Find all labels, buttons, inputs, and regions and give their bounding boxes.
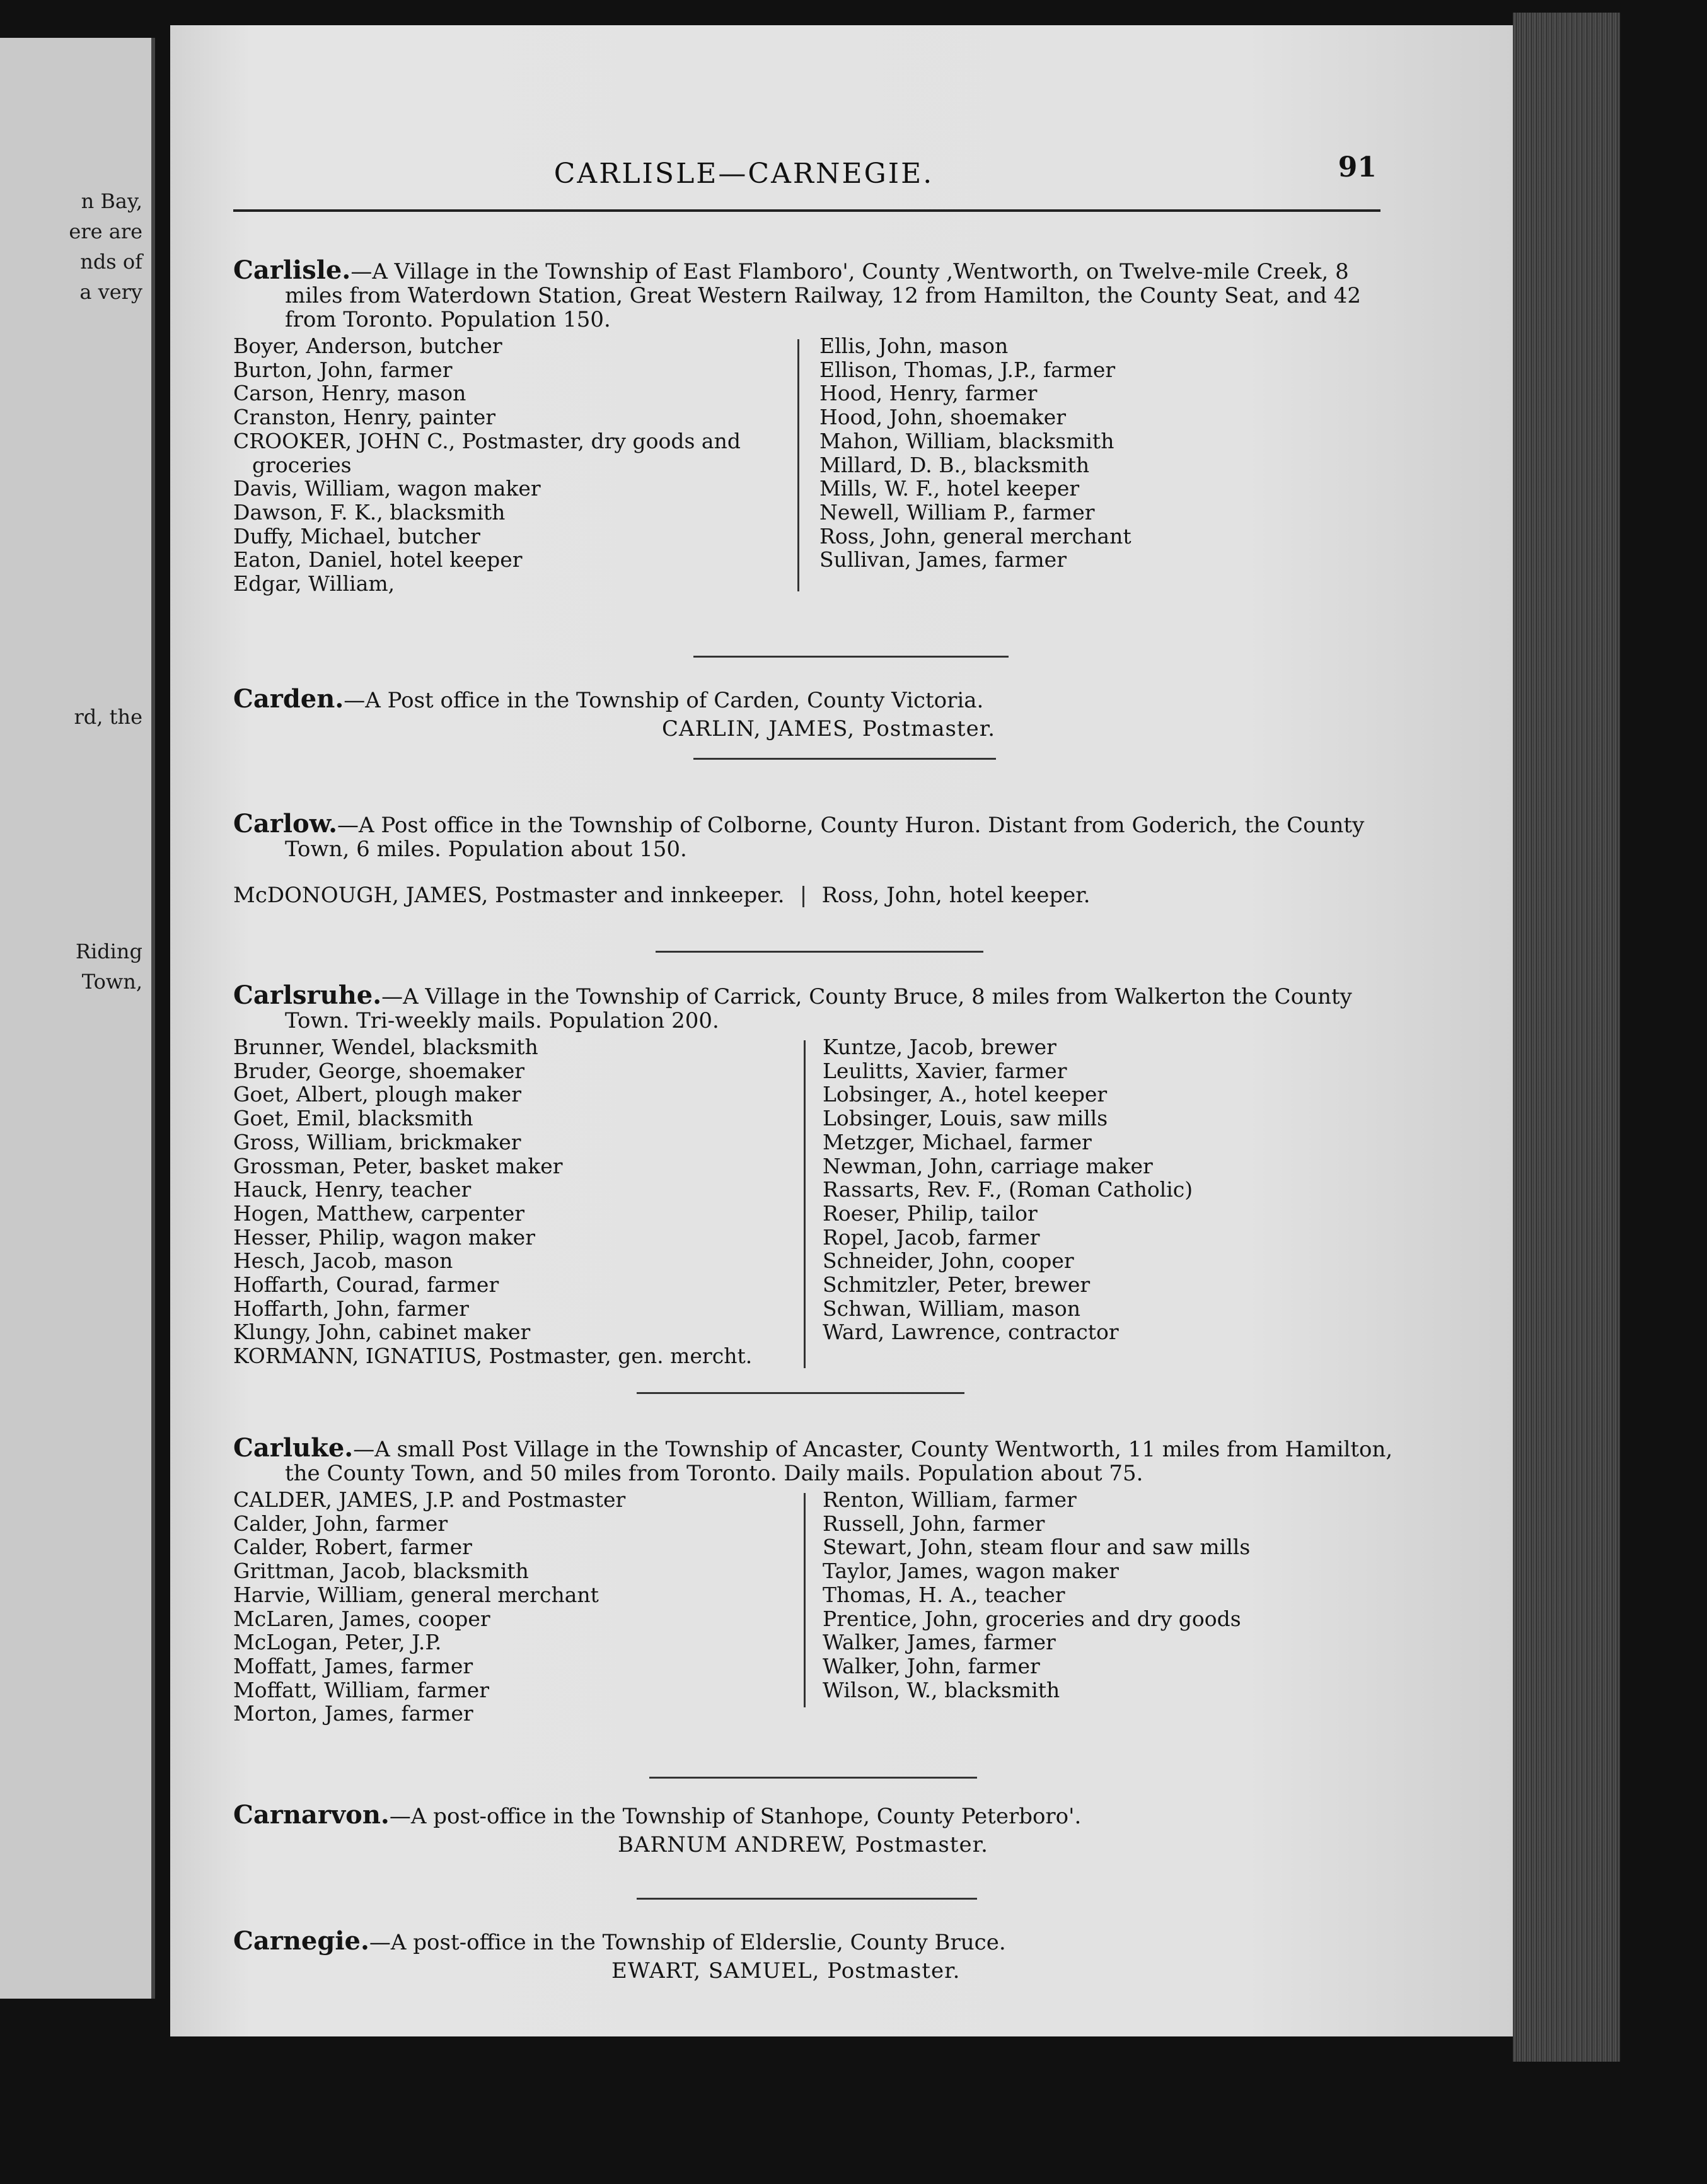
list-item: Roeser, Philip, tailor xyxy=(823,1200,1038,1226)
list-item: Leulitts, Xavier, farmer xyxy=(823,1058,1067,1083)
list-item: Ellis, John, mason xyxy=(819,334,1009,358)
list-item: Prentice, John, groceries and dry goods xyxy=(823,1606,1241,1631)
page-number: 91 xyxy=(1338,151,1377,183)
list-item: Brunner, Wendel, blacksmith xyxy=(233,1035,538,1059)
facing-page-text: Riding xyxy=(75,939,142,963)
resident-list-right xyxy=(823,1035,1193,1344)
facing-page-text: a very xyxy=(79,280,142,304)
list-item: Burton, John, farmer xyxy=(233,357,453,382)
list-item: Walker, John, farmer xyxy=(823,1653,1040,1678)
place-description-cont: Town. Tri-weekly mails. Population 200. xyxy=(285,1008,719,1033)
list-item: Hood, Henry, farmer xyxy=(819,381,1038,406)
place-description: —A small Post Village in the Township of Ancaster, County Wentworth, 11 miles from Hamilton, xyxy=(353,1437,1393,1462)
list-item: Renton, William, farmer xyxy=(823,1487,1077,1512)
list-item: Gross, William, brickmaker xyxy=(233,1129,521,1154)
list-item: Calder, John, farmer xyxy=(233,1511,448,1536)
section-separator xyxy=(693,758,996,760)
list-item: McLaren, James, cooper xyxy=(233,1606,490,1631)
directory-page xyxy=(170,25,1513,2036)
list-item: Ross, John, general merchant xyxy=(819,523,1131,549)
section-separator xyxy=(693,656,1009,658)
place-description-cont: Town, 6 miles. Population about 150. xyxy=(285,837,687,862)
header-rule xyxy=(233,209,1380,212)
list-item: Hesser, Philip, wagon maker xyxy=(233,1224,535,1250)
column-divider xyxy=(804,1493,806,1707)
list-item: CALDER, JAMES, J.P. and Postmaster xyxy=(233,1487,626,1512)
running-head: CARLISLE—CARNEGIE. xyxy=(553,158,934,190)
column-divider xyxy=(802,886,804,907)
list-item: McDONOUGH, JAMES, Postmaster and innkeeper. xyxy=(233,883,785,908)
list-item: Thomas, H. A., teacher xyxy=(823,1582,1065,1607)
list-item: Harvie, William, general merchant xyxy=(233,1582,599,1607)
list-item: groceries xyxy=(252,452,352,477)
entry-carluke xyxy=(233,1433,1393,1740)
facing-page-text: Town, xyxy=(81,970,142,994)
list-item: Metzger, Michael, farmer xyxy=(823,1129,1092,1154)
list-item: Cranston, Henry, painter xyxy=(233,405,495,430)
facing-page-text: ere are xyxy=(69,219,142,243)
resident-columns xyxy=(233,1488,1393,1740)
entry-carden xyxy=(233,684,1393,741)
list-item: Taylor, James, wagon maker xyxy=(823,1559,1119,1584)
list-item: Bruder, George, shoemaker xyxy=(233,1058,525,1083)
page-header xyxy=(170,151,1513,195)
place-description: —A post-office in the Township of Stanhope, County Peterboro'. xyxy=(389,1804,1082,1829)
resident-list-left xyxy=(233,1488,625,1726)
list-item: Schwan, William, mason xyxy=(823,1296,1081,1321)
list-item: Sullivan, James, farmer xyxy=(819,547,1067,572)
list-item: McLogan, Peter, J.P. xyxy=(233,1630,442,1655)
list-item: Hoffarth, John, farmer xyxy=(233,1296,469,1321)
list-item: Mills, W. F., hotel keeper xyxy=(819,476,1080,501)
place-name: Carlisle. xyxy=(233,255,351,285)
section-separator xyxy=(649,1777,977,1779)
list-item: Hesch, Jacob, mason xyxy=(233,1248,453,1274)
list-item: Mahon, William, blacksmith xyxy=(819,428,1114,453)
list-item: Wilson, W., blacksmith xyxy=(823,1677,1060,1702)
postmaster-line: EWART, SAMUEL, Postmaster. xyxy=(611,1958,961,1984)
resident-columns xyxy=(233,1035,1393,1376)
list-item: Goet, Emil, blacksmith xyxy=(233,1106,473,1131)
list-item: Rassarts, Rev. F., (Roman Catholic) xyxy=(823,1177,1193,1202)
list-item: Goet, Albert, plough maker xyxy=(233,1082,521,1107)
list-item: Hogen, Matthew, carpenter xyxy=(233,1200,525,1226)
place-name: Carluke. xyxy=(233,1433,354,1463)
postmaster-line: CARLIN, JAMES, Postmaster. xyxy=(662,716,996,741)
place-name: Carlsruhe. xyxy=(233,980,382,1010)
facing-page-text: n Bay, xyxy=(81,189,142,213)
entry-carlsruhe xyxy=(233,980,1393,1376)
section-separator xyxy=(637,1392,964,1394)
entry-carnarvon xyxy=(233,1800,1393,1857)
list-item: Ellison, Thomas, J.P., farmer xyxy=(819,357,1116,382)
list-item: Russell, John, farmer xyxy=(823,1511,1045,1536)
facing-page-fragment xyxy=(0,38,155,1999)
list-item: Ward, Lawrence, contractor xyxy=(823,1320,1119,1345)
place-name: Carlow. xyxy=(233,809,338,839)
list-item: Millard, D. B., blacksmith xyxy=(819,452,1090,477)
list-item: Lobsinger, Louis, saw mills xyxy=(823,1106,1108,1131)
list-item: Eaton, Daniel, hotel keeper xyxy=(233,547,523,572)
resident-row xyxy=(233,883,1091,908)
list-item: Schneider, John, cooper xyxy=(823,1248,1074,1274)
list-item: Grittman, Jacob, blacksmith xyxy=(233,1559,529,1584)
place-description-cont: miles from Waterdown Station, Great Western Railway, 12 from Hamilton, the County Seat, and 42 xyxy=(285,283,1362,308)
place-description-cont: the County Town, and 50 miles from Toronto. Daily mails. Population about 75. xyxy=(285,1461,1143,1486)
page-edge-shadow xyxy=(1513,13,1620,2062)
list-item: Calder, Robert, farmer xyxy=(233,1535,472,1560)
list-item: Kuntze, Jacob, brewer xyxy=(823,1035,1056,1059)
list-item: Klungy, John, cabinet maker xyxy=(233,1320,531,1345)
column-divider xyxy=(797,339,799,591)
list-item: Davis, William, wagon maker xyxy=(233,476,541,501)
list-item: Moffatt, James, farmer xyxy=(233,1653,473,1678)
place-name: Carden. xyxy=(233,684,344,714)
place-description: —A post-office in the Township of Elderslie, County Bruce. xyxy=(369,1930,1006,1955)
list-item: Hauck, Henry, teacher xyxy=(233,1177,472,1202)
entry-carnegie xyxy=(233,1926,1393,1984)
place-name: Carnarvon. xyxy=(233,1800,390,1830)
list-item: KORMANN, IGNATIUS, Postmaster, gen. mercht. xyxy=(233,1344,753,1369)
facing-page-text: rd, the xyxy=(74,705,142,729)
resident-list-left xyxy=(233,1035,752,1368)
list-item: CROOKER, JOHN C., Postmaster, dry goods and xyxy=(233,428,741,453)
list-item: Grossman, Peter, basket maker xyxy=(233,1153,563,1178)
resident-list-right xyxy=(819,334,1131,572)
list-item: Ropel, Jacob, farmer xyxy=(823,1224,1040,1250)
place-description: —A Village in the Township of East Flamboro', County ,Wentworth, on Twelve-mile Creek, 8 xyxy=(350,259,1349,284)
list-item: Carson, Henry, mason xyxy=(233,381,466,406)
postmaster-line: BARNUM ANDREW, Postmaster. xyxy=(618,1832,988,1857)
resident-columns xyxy=(233,334,1393,599)
list-item: Moffatt, William, farmer xyxy=(233,1677,490,1702)
column-divider xyxy=(804,1040,806,1368)
place-description: —A Post office in the Township of Carden, County Victoria. xyxy=(344,688,984,713)
list-item: Newman, John, carriage maker xyxy=(823,1153,1153,1178)
resident-list-right xyxy=(823,1488,1250,1702)
list-item: Hoffarth, Courad, farmer xyxy=(233,1272,499,1298)
section-separator xyxy=(656,951,983,953)
list-item: Hood, John, shoemaker xyxy=(819,405,1067,430)
resident-list-left xyxy=(233,334,741,596)
list-item: Ross, John, hotel keeper. xyxy=(821,883,1091,908)
list-item: Stewart, John, steam flour and saw mills xyxy=(823,1535,1251,1560)
section-separator xyxy=(637,1898,977,1900)
list-item: Lobsinger, A., hotel keeper xyxy=(823,1082,1108,1107)
list-item: Dawson, F. K., blacksmith xyxy=(233,499,506,525)
place-description-cont: from Toronto. Population 150. xyxy=(285,307,611,332)
facing-page-text: nds of xyxy=(80,250,142,274)
list-item: Boyer, Anderson, butcher xyxy=(233,334,502,358)
list-item: Walker, James, farmer xyxy=(823,1630,1056,1655)
list-item: Edgar, William, xyxy=(233,571,395,596)
entry-carlisle xyxy=(233,255,1393,599)
list-item: Schmitzler, Peter, brewer xyxy=(823,1272,1091,1298)
list-item: Duffy, Michael, butcher xyxy=(233,523,480,549)
list-item: Newell, William P., farmer xyxy=(819,499,1095,525)
place-name: Carnegie. xyxy=(233,1926,369,1956)
entry-carlow xyxy=(233,809,1393,908)
place-description: —A Village in the Township of Carrick, County Bruce, 8 miles from Walkerton the County xyxy=(381,984,1352,1009)
place-description: —A Post office in the Township of Colborne, County Huron. Distant from Goderich, the County xyxy=(337,813,1365,838)
list-item: Morton, James, farmer xyxy=(233,1701,473,1726)
